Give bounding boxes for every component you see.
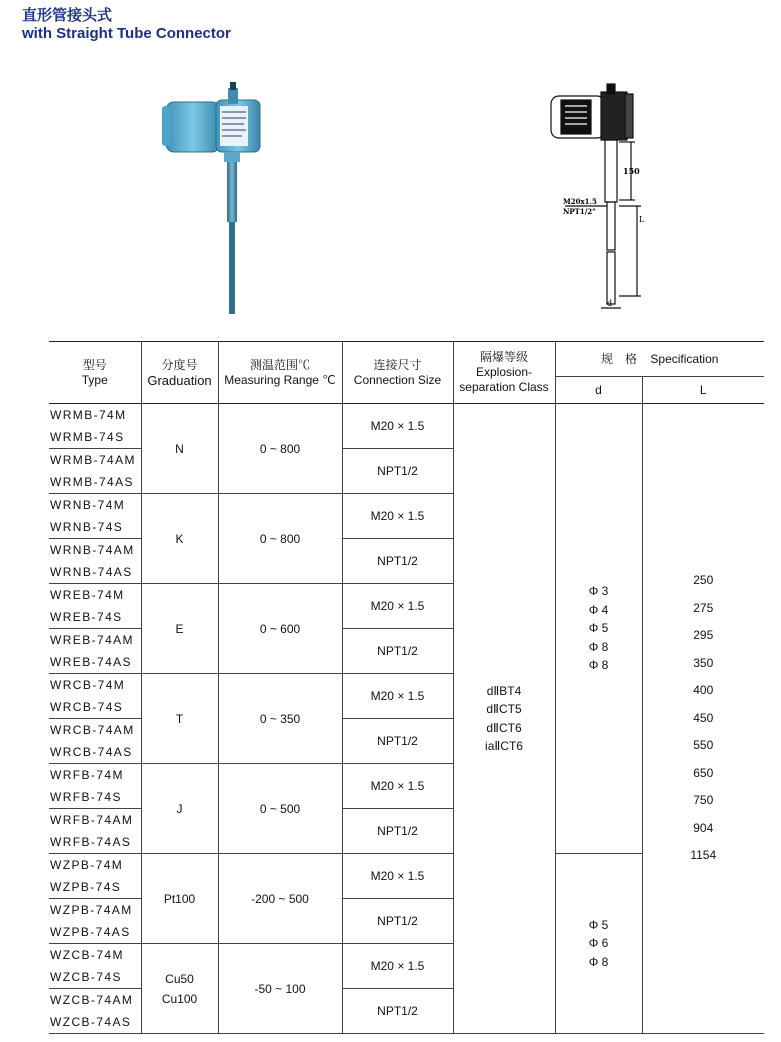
connection-m20-cell: M20 × 1.5 — [342, 584, 453, 629]
model-cell: WRCB-74AS — [50, 745, 133, 759]
graduation-value: E — [175, 621, 184, 636]
L-value: 400 — [693, 683, 714, 698]
header-exp-en1: Explosion- — [475, 365, 533, 379]
dim-d-label: d — [607, 299, 613, 308]
connection-npt-cell: NPT1/2 — [342, 719, 453, 764]
L-value: 1154 — [690, 848, 717, 863]
header-exp-cn: 隔爆等级 — [479, 350, 528, 364]
connection-npt-cell: NPT1/2 — [342, 809, 453, 854]
d-value: Φ 6 — [588, 936, 609, 951]
range-cell: 0 ~ 500 — [218, 764, 342, 854]
explosion-class: dⅡCT5 — [486, 702, 522, 716]
explosion-class-cell — [453, 404, 555, 1034]
d-value: Φ 8 — [588, 954, 609, 969]
graduation-cell — [141, 494, 218, 584]
model-cell: WRMB-74AM — [49, 449, 141, 472]
explosion-class: iaⅡCT6 — [485, 739, 523, 753]
d-value: Φ 8 — [588, 639, 609, 654]
range-cell: 0 ~ 800 — [218, 494, 342, 584]
L-value: 550 — [693, 738, 714, 753]
model-cell: WRMB-74AS — [50, 475, 134, 489]
header-conn-en: Connection Size — [353, 372, 442, 387]
range-cell: 0 ~ 800 — [218, 404, 342, 494]
model-cell: WRMB-74M — [49, 404, 141, 427]
L-value: 650 — [693, 765, 714, 780]
thread-label-m20: M20x1.5 — [563, 197, 597, 206]
graduation-value: J — [176, 801, 183, 816]
d-value: Φ 5 — [588, 621, 609, 636]
L-value: 750 — [693, 793, 714, 808]
graduation-cell — [141, 674, 218, 764]
d-value: Φ 8 — [588, 658, 609, 673]
header-connection — [342, 342, 453, 404]
header-type-en: Type — [81, 372, 108, 387]
model-cell: WRMB-74S — [50, 430, 125, 444]
d-value: Φ 3 — [588, 584, 609, 599]
range-cell: -50 ~ 100 — [218, 944, 342, 1034]
header-range-en: Measuring Range ℃ — [224, 372, 336, 387]
model-cell: WRNB-74AS — [50, 565, 133, 579]
model-cell: WZPB-74AM — [49, 899, 141, 922]
header-range-cn: 测温范围℃ — [249, 357, 310, 372]
L-value: 350 — [693, 655, 714, 670]
title-english: with Straight Tube Connector — [22, 25, 231, 42]
graduation-value: Cu50 — [165, 971, 194, 986]
model-cell: WZPB-74AS — [50, 925, 131, 939]
connection-m20-cell: M20 × 1.5 — [342, 854, 453, 899]
d-lower-cell — [555, 854, 642, 1034]
header-graduation — [141, 342, 218, 404]
model-cell: WZCB-74AS — [49, 1011, 141, 1034]
header-d: d — [555, 377, 642, 404]
model-cell: WZCB-74M — [49, 944, 141, 967]
range-cell: 0 ~ 600 — [218, 584, 342, 674]
header-grad-cn: 分度号 — [161, 357, 198, 372]
product-photo — [158, 80, 270, 316]
header-exp-en2: separation Class — [459, 380, 549, 394]
L-value: 275 — [693, 600, 714, 615]
connection-npt-cell: NPT1/2 — [342, 989, 453, 1034]
connection-m20-cell: M20 × 1.5 — [342, 494, 453, 539]
header-type-cn: 型号 — [82, 357, 107, 372]
d-value: Φ 4 — [588, 602, 609, 617]
model-cell: WRCB-74AM — [49, 719, 141, 742]
table-row — [49, 404, 764, 427]
header-row — [49, 342, 764, 377]
range-cell: 0 ~ 350 — [218, 674, 342, 764]
header-explosion — [453, 342, 555, 404]
dimension-drawing — [545, 82, 665, 314]
thread-label-npt: NPT1/2" — [563, 207, 596, 216]
spec-table — [49, 341, 764, 1034]
model-cell: WRNB-74S — [50, 520, 124, 534]
connection-m20-cell: M20 × 1.5 — [342, 674, 453, 719]
graduation-cell — [141, 944, 218, 1034]
graduation-value: Pt100 — [163, 891, 196, 906]
header-grad-en: Graduation — [147, 372, 212, 388]
connection-npt-cell: NPT1/2 — [342, 539, 453, 584]
model-cell: WRCB-74M — [49, 674, 141, 697]
model-cell: WRFB-74AS — [50, 835, 132, 849]
d-upper-cell — [555, 404, 642, 854]
model-cell: WREB-74S — [50, 610, 123, 624]
graduation-value: T — [175, 711, 184, 726]
explosion-class: dⅡBT4 — [486, 683, 522, 698]
model-cell: WREB-74AS — [50, 655, 132, 669]
model-cell: WRFB-74M — [49, 764, 141, 787]
L-values-cell — [642, 404, 764, 1034]
graduation-cell — [141, 854, 218, 944]
model-cell: WRNB-74M — [49, 494, 141, 517]
header-L: L — [642, 377, 764, 404]
model-cell: WRCB-74S — [50, 700, 124, 714]
L-value: 295 — [693, 628, 714, 643]
model-cell: WRFB-74S — [50, 790, 122, 804]
graduation-cell — [141, 404, 218, 494]
model-cell: WZCB-74S — [50, 970, 122, 984]
connection-m20-cell: M20 × 1.5 — [342, 944, 453, 989]
graduation-value: K — [175, 531, 184, 546]
connection-npt-cell: NPT1/2 — [342, 629, 453, 674]
graduation-cell — [141, 764, 218, 854]
dim-150-label: 150 — [623, 166, 640, 176]
L-value: 450 — [693, 710, 714, 725]
header-spec-cn: 规 格 — [601, 351, 638, 366]
model-cell: WREB-74AM — [49, 629, 141, 652]
header-spec — [555, 342, 764, 377]
title-chinese: 直形管接头式 — [22, 6, 113, 24]
model-cell: WZPB-74M — [49, 854, 141, 877]
header-type — [49, 342, 141, 404]
d-value: Φ 5 — [588, 917, 609, 932]
L-value: 250 — [693, 573, 714, 588]
graduation-value: Cu100 — [161, 991, 198, 1006]
dim-L-label: L — [639, 215, 645, 224]
header-range — [218, 342, 342, 404]
connection-m20-cell: M20 × 1.5 — [342, 764, 453, 809]
connection-npt-cell: NPT1/2 — [342, 449, 453, 494]
model-cell: WREB-74M — [49, 584, 141, 607]
graduation-value: N — [175, 441, 184, 456]
range-cell: -200 ~ 500 — [218, 854, 342, 944]
graduation-cell — [141, 584, 218, 674]
model-cell: WRFB-74AM — [49, 809, 141, 832]
model-cell: WRNB-74AM — [49, 539, 141, 562]
header-conn-cn: 连接尺寸 — [373, 357, 422, 372]
connection-m20-cell: M20 × 1.5 — [342, 404, 453, 449]
header-spec-en: Specification — [650, 351, 719, 366]
model-cell: WZPB-74S — [50, 880, 122, 894]
connection-npt-cell: NPT1/2 — [342, 899, 453, 944]
L-value: 904 — [693, 820, 714, 835]
model-cell: WZCB-74AM — [49, 989, 141, 1012]
explosion-class: dⅡCT6 — [486, 720, 522, 735]
